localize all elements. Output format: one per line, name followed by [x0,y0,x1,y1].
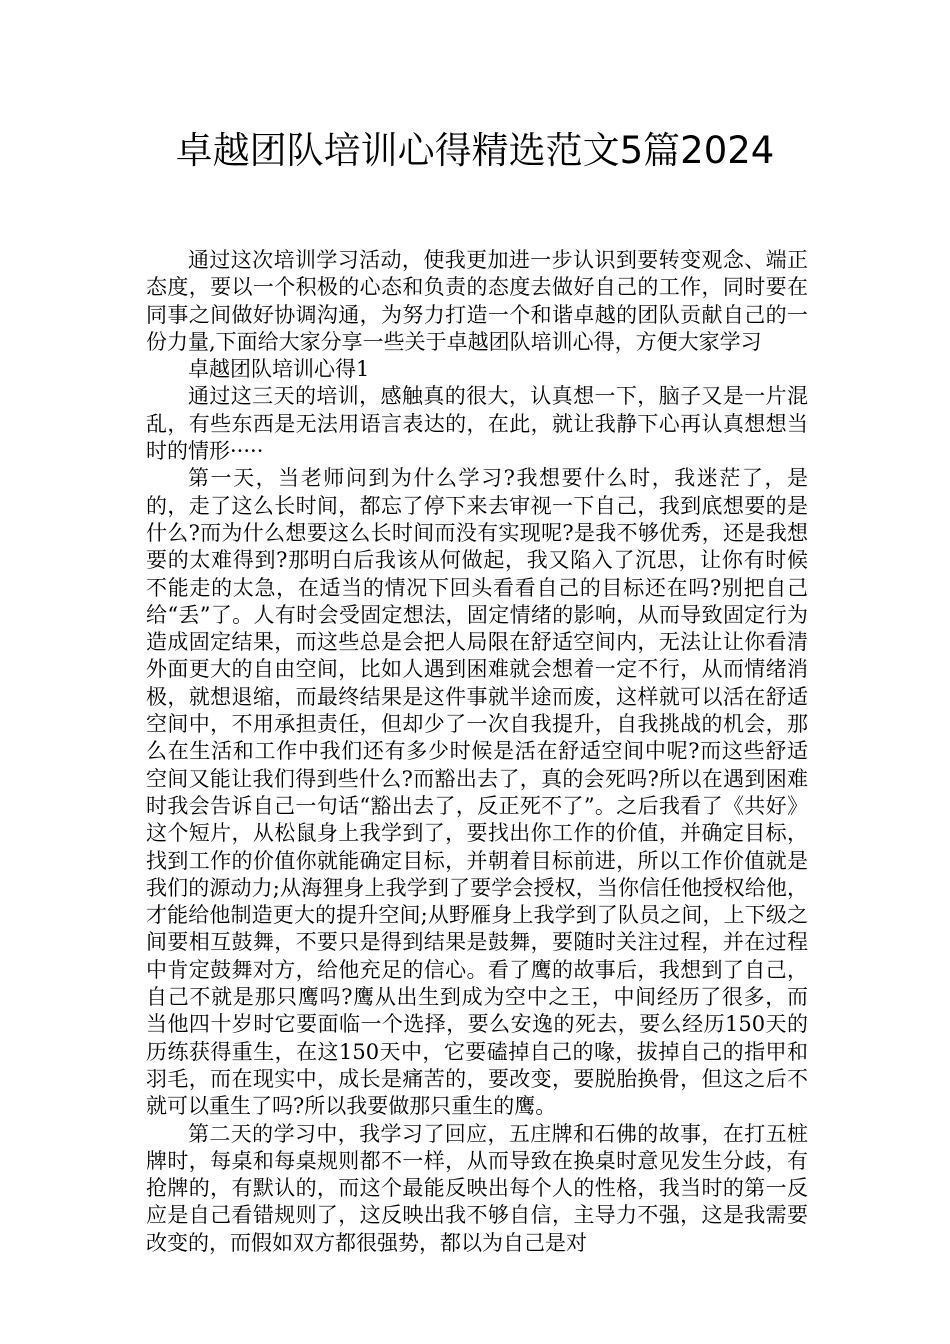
paragraph: 第二天的学习中，我学习了回应，五庄牌和石佛的故事，在打五桩牌时，每桌和每桌规则都不一样，从而导致在换桌时意见发生分歧，有抢牌的，有默认的，而这个最能反映出每个人的性格，我当时的第一反应是自己看错规则了，这反映出我不够自信，主导力不强，这是我需要改变的，而假如双方都很强势，都以为自己是对 [146,1121,808,1255]
paragraph: 通过这三天的培训，感触真的很大，认真想一下，脑子又是一片混乱，有些东西是无法用语言表达的，在此，就让我静下心再认真想想当时的情形····· [146,384,808,464]
section-heading: 卓越团队培训心得1 [188,357,370,382]
paragraph: 第一天，当老师问到为什么学习?我想要什么时，我迷茫了，是的，走了这么长时间，都忘了停下来去审视一下自己，我到底想要的是什么?而为什么想要这么长时间而没有实现呢?是我不够优秀，还是我想要的太难得到?那明白后我该从何做起，我又陷入了沉思，让你有时候不能走的太急，在适当的情况下回头看看自己的目标还在吗?别把自己给“丢”了。人有时会受固定想法，固定情绪的影响，从而导致固定行为造成固定结果，而这些总是会把人局限在舒适空间内，无法让让你看清外面更大的自由空间，比如人遇到困难就会想着一定不行，从而情绪消极，就想退缩，而最终结果是这件事就半途而废，这样就可以活在舒适空间中，不用承担责任，但却少了一次自我提升，自我挑战的机会，那么在生活和工作中我们还有多少时候是活在舒适空间中呢?而这些舒适空间又能让我们得到些什么?而豁出去了，真的会死吗?所以在遇到困难时我会告诉自己一句话“豁出去了，反正死不了”。之后我看了《共好》这个短片，从松鼠身上我学到了，要找出你工作的价值，并确定目标，找到工作的价值你就能确定目标，并朝着目标前进，所以工作价值就是我们的源动力;从海狸身上我学到了要学会授权，当你信任他授权给他，才能给他制造更大的提升空间;从野雁身上我学到了队员之间，上下级之间要相互鼓舞，不要只是得到结果是鼓舞，要随时关注过程，并在过程中肯定鼓舞对方，给他充足的信心。看了鹰的故事后，我想到了自己，自己不就是那只鹰吗?鹰从出生到成为空中之王，中间经历了很多，而当他四十岁时它要面临一个选择，要么安逸的死去，要么经历150天的历练获得重生，在这150天中，它要磕掉自己的喙，拔掉自己的指甲和羽毛，而在现实中，成长是痛苦的，要改变，要脱胎换骨，但这之后不就可以重生了吗?所以我要做那只重生的鹰。 [146,466,808,1119]
document-body [146,247,808,1257]
document-title: 卓越团队培训心得精选范文5篇2024 [175,129,775,172]
paragraph-intro: 通过这次培训学习活动，使我更加进一步认识到要转变观念、端正态度，要以一个积极的心态和负责的态度去做好自己的工作，同时要在同事之间做好协调沟通，为努力打造一个和谐卓越的团队贡献自己的一份力量,下面给大家分享一些关于卓越团队培训心得，方便大家学习 [146,248,808,354]
